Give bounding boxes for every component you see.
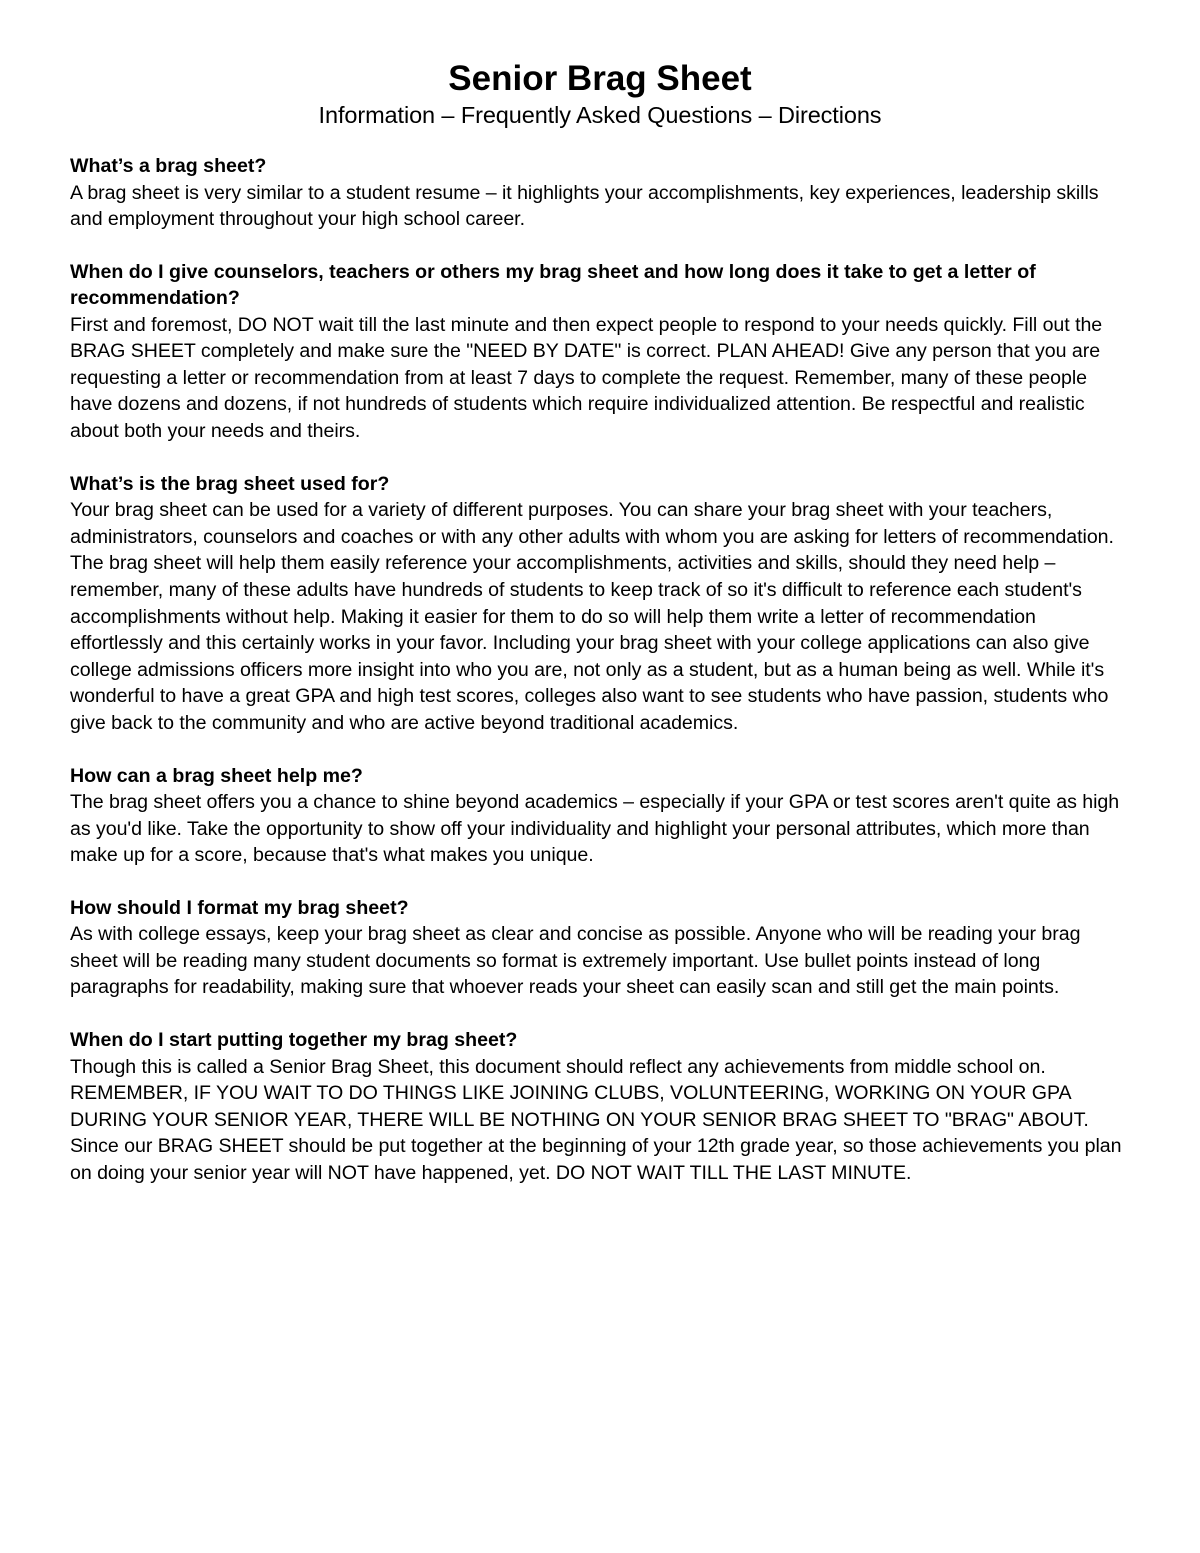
faq-answer: Your brag sheet can be used for a variety of different purposes. You can share your brag sheet with your teachers, administrators, counselors and coaches or with any other adults with whom you are asking for letters of recommendation. The brag sheet will help them easily reference your accomplishments, activities and skills, should they need help – remember, many of these adults have hundreds of students to keep track of so it's difficult to reference each student's accomplishments without help. Making it easier for them to do so will help them write a letter of recommendation effortlessly and this certainly works in your favor. Including your brag sheet with your college applications can also give college admissions officers more insight into who you are, not only as a student, but as a human being as well. While it's wonderful to have a great GPA and high test scores, colleges also want to see students who have passion, students who give back to the community and who are active beyond traditional academics.	[70, 499, 1114, 734]
faq-question: How can a brag sheet help me?	[70, 764, 363, 787]
faq-question: How should I format my brag sheet?	[70, 896, 409, 919]
page-subtitle: Information – Frequently Asked Questions – Directions	[318, 102, 882, 128]
faq-question: What’s is the brag sheet used for?	[70, 472, 390, 495]
document-page	[70, 58, 1130, 1187]
faq-section-when-to-start	[70, 1027, 1130, 1186]
faq-section-used-for	[70, 471, 1130, 737]
faq-section-help-me	[70, 763, 1130, 869]
faq-answer: Though this is called a Senior Brag Sheet, this document should reflect any achievements from middle school on. REMEMBER, IF YOU WAIT TO DO THINGS LIKE JOINING CLUBS, VOLUNTEERING, WORKING ON YOUR GPA DURING YOUR SENIOR YEAR, THERE WILL BE NOTHING ON YOUR SENIOR BRAG SHEET TO "BRAG" ABOUT. Since our BRAG SHEET should be put together at the beginning of your 12th grade year, so those achievements you plan on doing your senior year will NOT have happened, yet. DO NOT WAIT TILL THE LAST MINUTE.	[70, 1055, 1122, 1184]
faq-question: When do I give counselors, teachers or others my brag sheet and how long does it take to get a letter of recommendation?	[70, 260, 1036, 310]
faq-section-format	[70, 895, 1130, 1001]
faq-section-when-to-give	[70, 259, 1130, 445]
faq-answer: As with college essays, keep your brag sheet as clear and concise as possible. Anyone who will be reading your brag sheet will be reading many student documents so format is extremely important. Use bullet points instead of long paragraphs for readability, making sure that whoever reads your sheet can easily scan and still get the main points.	[70, 923, 1081, 999]
faq-question: What’s a brag sheet?	[70, 155, 267, 177]
faq-answer: A brag sheet is very similar to a student resume – it highlights your accomplishments, key experiences, leadership skills and employment throughout your high school career.	[70, 181, 1099, 231]
faq-section-what-is	[70, 153, 1130, 233]
faq-question: When do I start putting together my brag sheet?	[70, 1029, 518, 1052]
page-title: Senior Brag Sheet	[448, 59, 752, 98]
faq-answer: First and foremost, DO NOT wait till the last minute and then expect people to respond to your needs quickly. Fill out the BRAG SHEET completely and make sure the "NEED BY DATE" is correct. PLAN AHEAD! Give any person that you are requesting a letter or recommendation from at least 7 days to complete the request. Remember, many of these people have dozens and dozens, if not hundreds of students which require individualized attention. Be respectful and realistic about both your needs and theirs.	[70, 313, 1103, 443]
faq-answer: The brag sheet offers you a chance to shine beyond academics – especially if your GPA or test scores aren't quite as high as you'd like. Take the opportunity to show off your individuality and highlight your personal attributes, which more than make up for a score, because that's what makes you unique.	[70, 791, 1120, 867]
